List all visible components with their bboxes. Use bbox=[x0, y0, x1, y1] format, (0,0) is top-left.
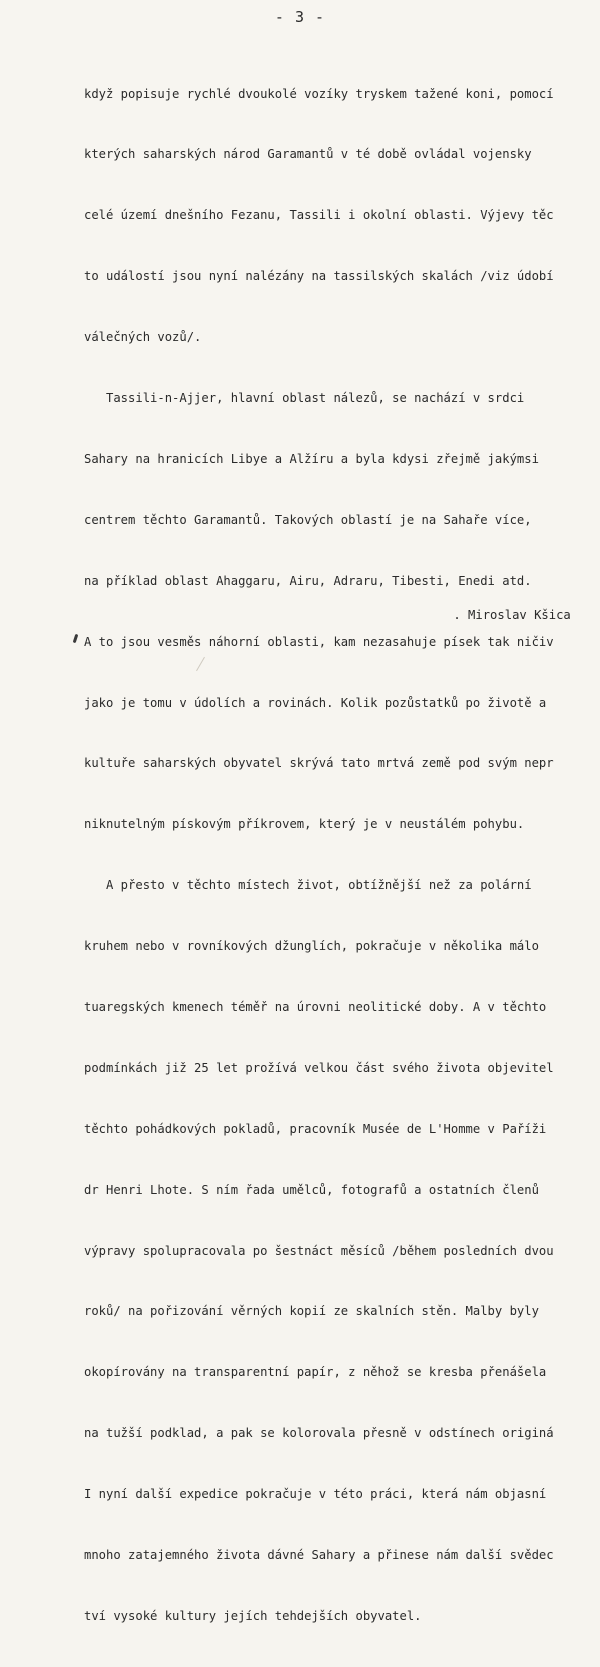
text-line: výpravy spolupracovala po šestnáct měsíců /během posledních dvou bbox=[84, 1243, 554, 1258]
text-line: to událostí jsou nyní nalézány na tassilských skalách /viz údobí bbox=[84, 269, 554, 284]
signature-dash: . bbox=[453, 608, 469, 622]
author-name: Miroslav Kšica bbox=[468, 608, 571, 622]
text-line: dr Henri Lhote. S ním řada umělců, fotografů a ostatních členů bbox=[84, 1182, 539, 1197]
text-line: jako je tomu v údolích a rovinách. Kolik pozůstatků po životě a bbox=[84, 695, 547, 710]
text-line: celé území dnešního Fezanu, Tassili i okolní oblasti. Výjevy těc bbox=[84, 208, 554, 223]
body-text bbox=[84, 43, 600, 1667]
text-line: okopírovány na transparentní papír, z něhož se kresba přenášela bbox=[84, 1365, 547, 1380]
text-line: I nyní další expedice pokračuje v této práci, která nám objasní bbox=[84, 1487, 547, 1502]
text-line: tuaregských kmenech téměř na úrovni neolitické doby. A v těchto bbox=[84, 999, 547, 1014]
text-line: těchto pohádkových pokladů, pracovník Musée de L'Homme v Paříži bbox=[84, 1121, 547, 1136]
text-line: tví vysoké kultury jejích tehdejších obyvatel. bbox=[84, 1608, 422, 1623]
text-line: podmínkách již 25 let prožívá velkou část svého života objevitel bbox=[84, 1060, 554, 1075]
text-line: když popisuje rychlé dvoukolé vozíky tryskem tažené koni, pomocí bbox=[84, 86, 554, 101]
text-line: kruhem nebo v rovníkových džunglích, pokračuje v několika málo bbox=[84, 939, 539, 954]
page-number: - 3 - bbox=[274, 8, 326, 26]
text-line: roků/ na pořizování věrných kopií ze skalních stěn. Malby byly bbox=[84, 1304, 539, 1319]
text-line: na příklad oblast Ahaggaru, Airu, Adraru, Tibesti, Enedi atd. bbox=[84, 573, 532, 588]
text-line: Sahary na hranicích Libye a Alžíru a byla kdysi zřejmě jakýmsi bbox=[84, 451, 539, 466]
text-line: kterých saharských národ Garamantů v té době ovládal vojensky bbox=[84, 147, 532, 162]
text-line: mnoho zatajemného života dávné Sahary a přinese nám další svědec bbox=[84, 1547, 554, 1562]
text-line: kultuře saharských obyvatel skrývá tato mrtvá země pod svým nepr bbox=[84, 756, 554, 771]
ink-mark bbox=[73, 634, 79, 643]
text-line: A to jsou vesměs náhorní oblasti, kam nezasahuje písek tak ničiv bbox=[84, 634, 554, 649]
text-line: niknutelným pískovým příkrovem, který je v neustálém pohybu. bbox=[84, 817, 525, 832]
text-line: centrem těchto Garamantů. Takových oblastí je na Sahaře více, bbox=[84, 512, 532, 527]
text-line: na tužší podklad, a pak se kolorovala přesně v odstínech originá bbox=[84, 1426, 554, 1441]
text-line: Tassili-n-Ajjer, hlavní oblast nálezů, se nachází v srdci bbox=[84, 391, 525, 406]
text-line: válečných vozů/. bbox=[84, 330, 202, 345]
text-line: A přesto v těchto místech život, obtížnější než za polární bbox=[84, 878, 532, 893]
author-signature bbox=[424, 594, 571, 636]
